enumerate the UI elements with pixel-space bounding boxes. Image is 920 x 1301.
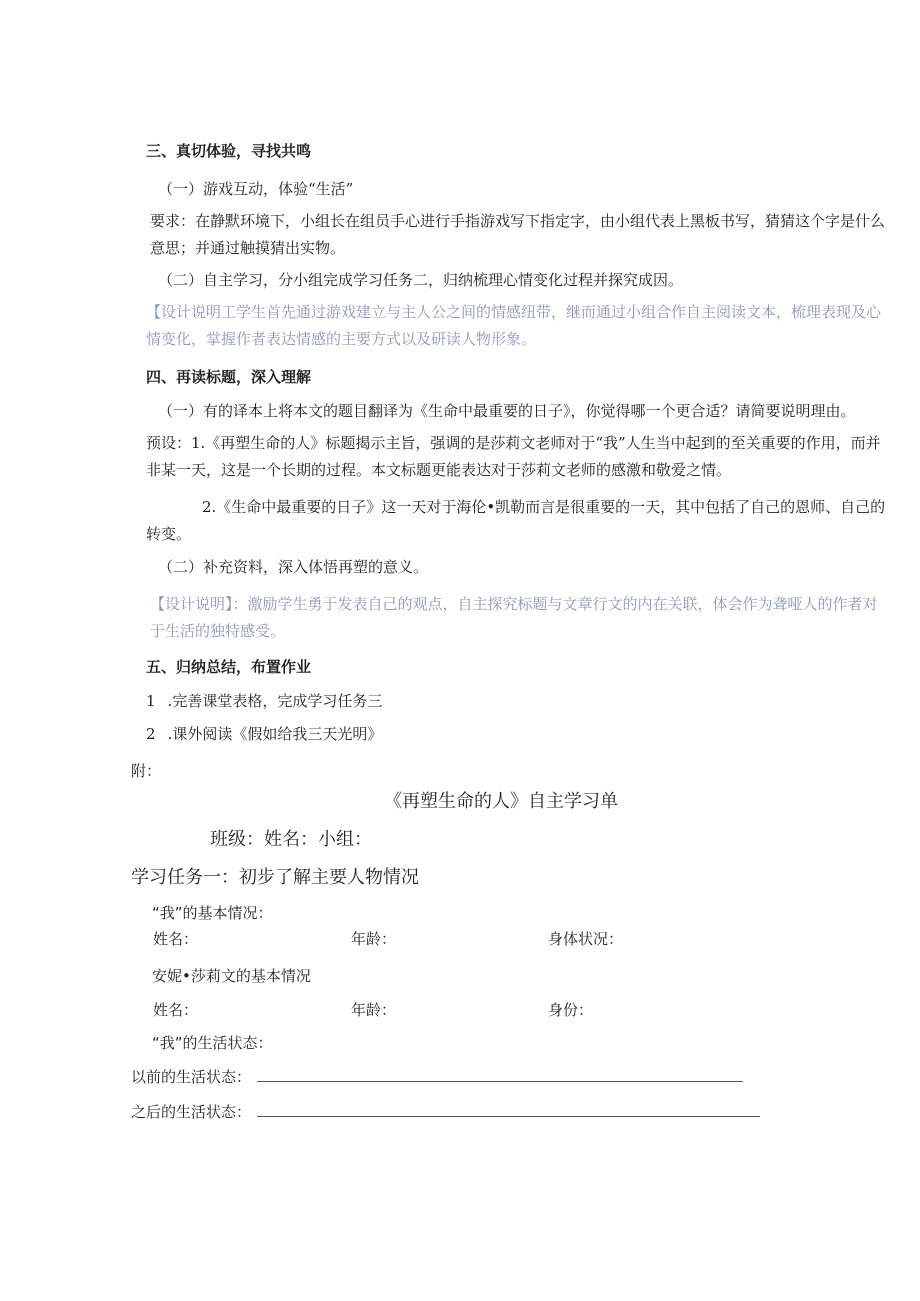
me-basic-heading: “我”的基本情况：: [152, 904, 273, 922]
after-life-label: 之后的生活状态：: [131, 1103, 252, 1121]
homework-item-1-number: 1: [146, 692, 156, 710]
section-4-sub1: （一）有的译本上将本文的题目翻译为《生命中最重要的日子》，你觉得哪一个更合适？请简要说明理由。: [158, 402, 856, 420]
before-life-blank[interactable]: [257, 1067, 743, 1082]
homework-item-1-text: .完善课堂表格，完成学习任务三: [167, 692, 383, 710]
section-4-sub2: （二）补充资料，深入体悟再塑的意义。: [158, 558, 429, 576]
before-life-row: [131, 1067, 743, 1087]
me-name-label: 姓名：: [153, 930, 199, 948]
homework-item-2: [146, 724, 382, 744]
section-3-design-note: 【设计说明工学生首先通过游戏建立与主人公之间的情感纽带，继而通过小组合作自主阅读文本，梳理表现及心情变化，掌握作者表达情感的主要方式以及研读人物形象。: [146, 303, 882, 348]
section-3-sub1: （一）游戏互动，体验“生活”: [158, 180, 354, 198]
appendix-label: 附：: [131, 762, 162, 780]
class-name-group-line: 班级：姓名：小组：: [210, 829, 372, 850]
worksheet-title: 《再塑生命的人》自主学习单: [384, 791, 618, 812]
after-life-blank[interactable]: [257, 1102, 760, 1117]
section-3-requirement: 要求：在静默环境下，小组长在组员手心进行手指游戏写下指定字，由小组代表上黑板书写，猜猜这个字是什么意思；并通过触摸猜出实物。: [150, 212, 886, 257]
section-4-heading: 四、再读标题，深入理解: [146, 368, 312, 386]
section-3-sub2: （二）自主学习，分小组完成学习任务二，归纳梳理心情变化过程并探究成因。: [158, 271, 684, 289]
section-4-preset-2: 2.《生命中最重要的日子》这一天对于海伦•凯勒而言是很重要的一天，其中包括了自己的恩师、自己的转变。: [146, 498, 886, 543]
annie-name-label: 姓名：: [153, 1001, 199, 1019]
me-health-label: 身体状况：: [548, 930, 624, 948]
homework-item-2-number: 2: [146, 725, 156, 743]
after-life-row: [131, 1102, 760, 1122]
annie-identity-label: 身份：: [548, 1001, 594, 1019]
me-life-heading: “我”的生活状态：: [152, 1034, 273, 1052]
annie-basic-heading: 安妮•莎莉文的基本情况: [152, 967, 311, 985]
section-4-design-note: 【设计说明】：激励学生勇于发表自己的观点，自主探究标题与文章行文的内在关联，体会作为聋哑人的作者对于生活的独特感受。: [150, 595, 878, 640]
section-4-preset-1: 预设：1.《再塑生命的人》标题揭示主旨，强调的是莎莉文老师对于“我”人生当中起到的至关重要的作用，而并非某一天，这是一个长期的过程。本文标题更能表达对于莎莉文老师的感激和敬爱之情。: [146, 434, 881, 479]
before-life-label: 以前的生活状态：: [131, 1068, 252, 1086]
homework-item-2-text: .课外阅读《假如给我三天光明》: [167, 725, 383, 743]
task-1-heading: 学习任务一：初步了解主要人物情况: [131, 867, 419, 888]
annie-age-label: 年龄：: [351, 1001, 397, 1019]
homework-item-1: [146, 691, 382, 711]
me-age-label: 年龄：: [351, 930, 397, 948]
section-3-heading: 三、真切体验，寻找共鸣: [146, 142, 312, 160]
section-5-heading: 五、归纳总结，布置作业: [146, 658, 312, 676]
